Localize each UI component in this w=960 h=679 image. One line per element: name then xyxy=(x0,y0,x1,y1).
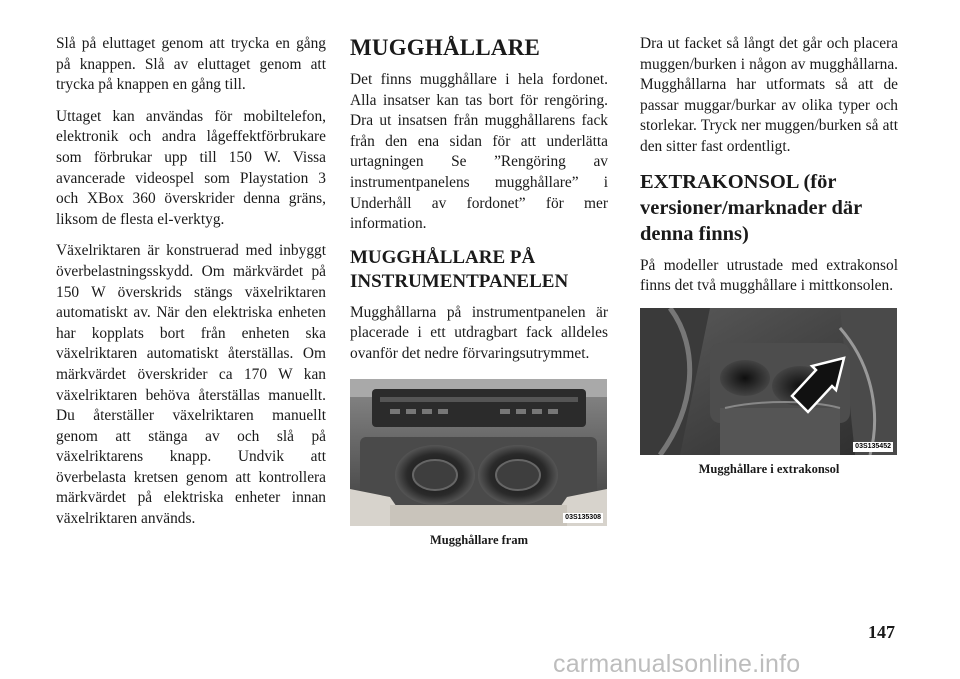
front-cupholders-illustration xyxy=(350,379,607,526)
extra-console-illustration xyxy=(640,308,897,455)
figure-code-label: 03S135308 xyxy=(565,513,601,521)
figure-extra-console-photo xyxy=(640,308,897,455)
text-column-middle xyxy=(350,34,608,548)
paragraph-extra-console: På modeller utrustade med extrakonsol finns det två mugghållare i mittkonsolen. xyxy=(640,256,898,295)
paragraph-outlet-switch: Slå på eluttaget genom att trycka en gång på knappen. Slå av eluttaget genom att trycka på knappen en gång till. xyxy=(56,35,326,94)
figure-caption-front-cupholders: Mugghållare fram xyxy=(429,532,529,547)
text-column-right xyxy=(640,34,898,477)
paragraph-cupholders-intro: Det finns mugghållare i hela fordonet. Alla insatser kan tas bort för rengöring. Dra ut insatsen från mugghållarens fack från den ena sidan för att underlätta urtagningen Se ”Rengöring av instrumentpanelens mugghållare” i Underhåll av fordonet” för mer information. xyxy=(350,71,608,233)
subheading-instrument-panel-cupholders: MUGGHÅLLARE PÅ INSTRUMENTPANELEN xyxy=(350,246,569,292)
page-number: 147 xyxy=(868,622,895,642)
figure-front-cupholders-photo xyxy=(350,379,607,526)
watermark-text: carmanualsonline.info xyxy=(553,650,801,678)
section-heading-cupholders: MUGGHÅLLARE xyxy=(350,35,541,60)
figure-caption-extra-console: Mugghållare i extrakonsol xyxy=(698,461,840,476)
paragraph-instrument-panel-cupholders: Mugghållarna på instrumentpanelen är placerade i ett utdragbart fack alldeles ovanför det nedre förvaringsutrymmet. xyxy=(350,303,608,362)
figure-code-label: 03S135452 xyxy=(855,442,891,450)
paragraph-inverter: Växelriktaren är konstruerad med inbyggt överbelastningsskydd. Om märkvärdet på 150 W överskrids stängs växelriktaren automatiskt av. När den elektriska enheten har kopplats bort från enheten ska växelriktaren automatiskt återställas. Om märkvärdet överskrider ca 170 W kan växelriktaren behöva återställas manuellt. Du återställer växelriktaren manuellt genom att stänga av och slå på växelriktarens knapp. Undvik att överbelasta kretsen genom att kontrollera märkvärdet på elektriska enheter innan växelriktaren används. xyxy=(56,242,326,528)
paragraph-outlet-usage: Uttaget kan användas för mobiltelefon, elektronik och andra lågeffektförbrukare som förbrukar upp till 150 W. Vissa avancerade videospel som Playstation 3 och XBox 360 överskrider denna gräns, liksom de flesta el-verktyg. xyxy=(56,107,326,228)
text-column-left xyxy=(56,34,326,541)
paragraph-pull-out-drawer: Dra ut facket så långt det går och placera muggen/burken i någon av mugghållarna. Mugghållarna har utformats så att de passar muggar/burkar av olika typer och storlekar. Tryck ner muggen/burken så att den sitter fast ordentligt. xyxy=(640,35,898,155)
section-heading-extra-console: EXTRAKONSOL (för versioner/marknader där denna finns) xyxy=(640,170,862,245)
